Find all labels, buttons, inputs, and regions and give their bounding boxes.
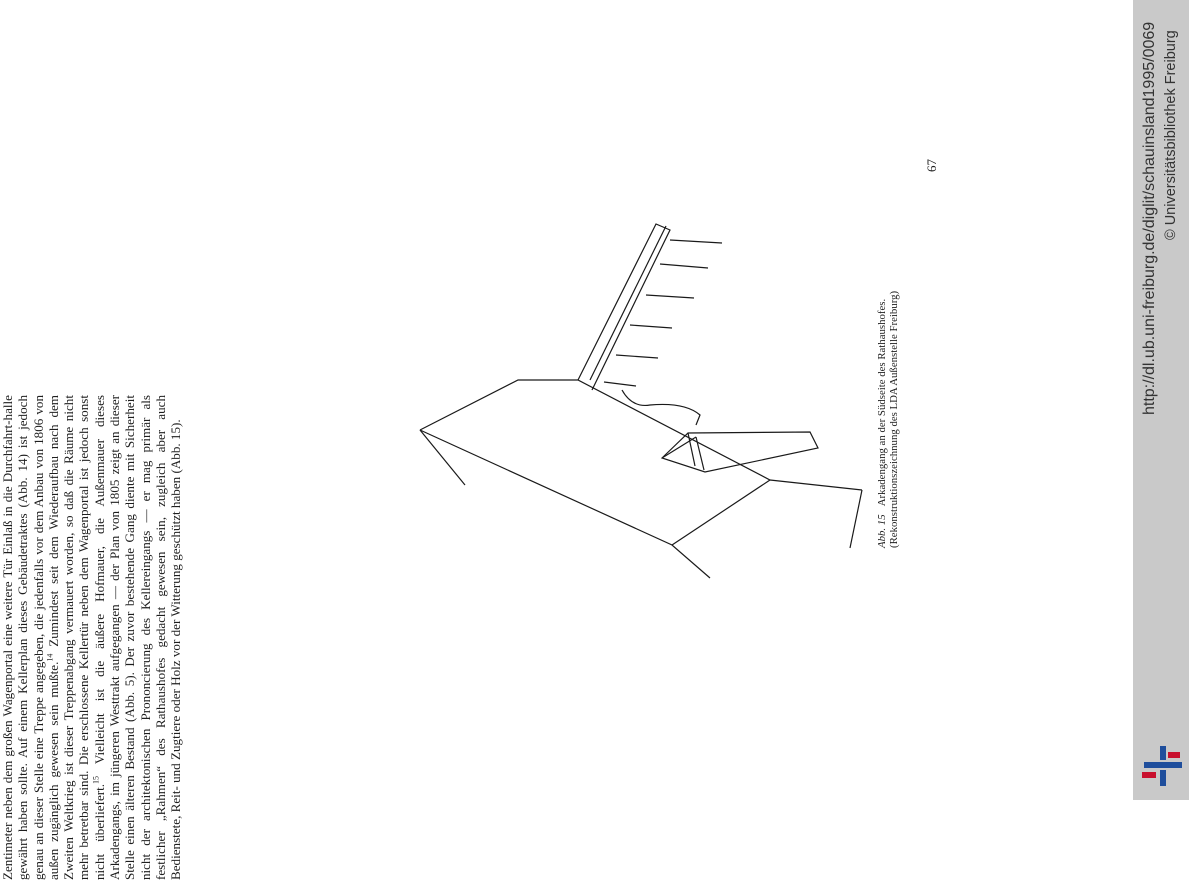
figure-caption [876, 291, 900, 548]
caption-line-2: (Rekonstruktionszeichnung des LDA Außenstelle Freiburg) [888, 290, 901, 548]
body-paragraph: Zentimeter neben dem großen Wagenportal eine weitere Tür Einlaß in die Durchfahrt-halle gewährt haben sollte. Auf einem Kellerplan dieses Gebäudetraktes (Abb. 14) ist jedoch genau an dieser Stelle eine Treppe angegeben, die jedenfalls vor dem Anbau von 1806 von außen zugänglich gewesen sein mußte.$^{14}$ Zumindest seit dem Wiederaufbau nach dem Zweiten Weltkrieg ist dieser Treppenabgang vermauert worden, so daß die Räume nicht mehr betretbar sind. Die erschlossene Kellertür neben dem Wagenportal ist jedoch sonst nicht überliefert.$^{15}$ Vielleicht ist die äußere Hofmauer, die Außenmauer dieses Arkadengangs, im jüngeren Westtrakt aufgegangen — der Plan von 1805 zeigt an dieser Stelle einen älteren Bestand (Abb. 5). Der zuvor bestehende Gang diente mit Sicherheit nicht der architektonischen Prononcierung des Kellereingangs — er mag primär als festlicher „Rahmen“ des Rathaushofes gedacht gewesen sein, zugleich aber auch Bedienstete, Reit- und Zugtiere oder Holz vor der Witterung geschützt haben (Abb. 15). [0, 395, 184, 880]
source-url-link[interactable]: http://dl.ub.uni-freiburg.de/diglit/schauinsland1995/0069 [1141, 21, 1158, 415]
drawing-base-line [420, 430, 710, 578]
caption-line-1: Arkadengang an der Südseite des Rathaushofes. [876, 298, 888, 507]
drawing-roof [578, 224, 670, 390]
reconstruction-drawing [400, 210, 920, 590]
footnote-ref: 15 [91, 775, 101, 784]
drawing-corner-line [420, 430, 465, 485]
drawing-column [662, 432, 818, 472]
footnote-ref: 14 [45, 653, 55, 662]
body-text [0, 395, 184, 880]
copyright-notice: © Universitätsbibliothek Freiburg [1163, 30, 1179, 240]
page-number: 67 [924, 159, 939, 172]
drawing-ground-line [420, 380, 862, 490]
drawing-post [670, 240, 722, 243]
drawing-arch [622, 390, 700, 425]
ub-freiburg-logo-icon [1140, 744, 1184, 788]
figure-label: Abb. 15 [876, 514, 888, 548]
